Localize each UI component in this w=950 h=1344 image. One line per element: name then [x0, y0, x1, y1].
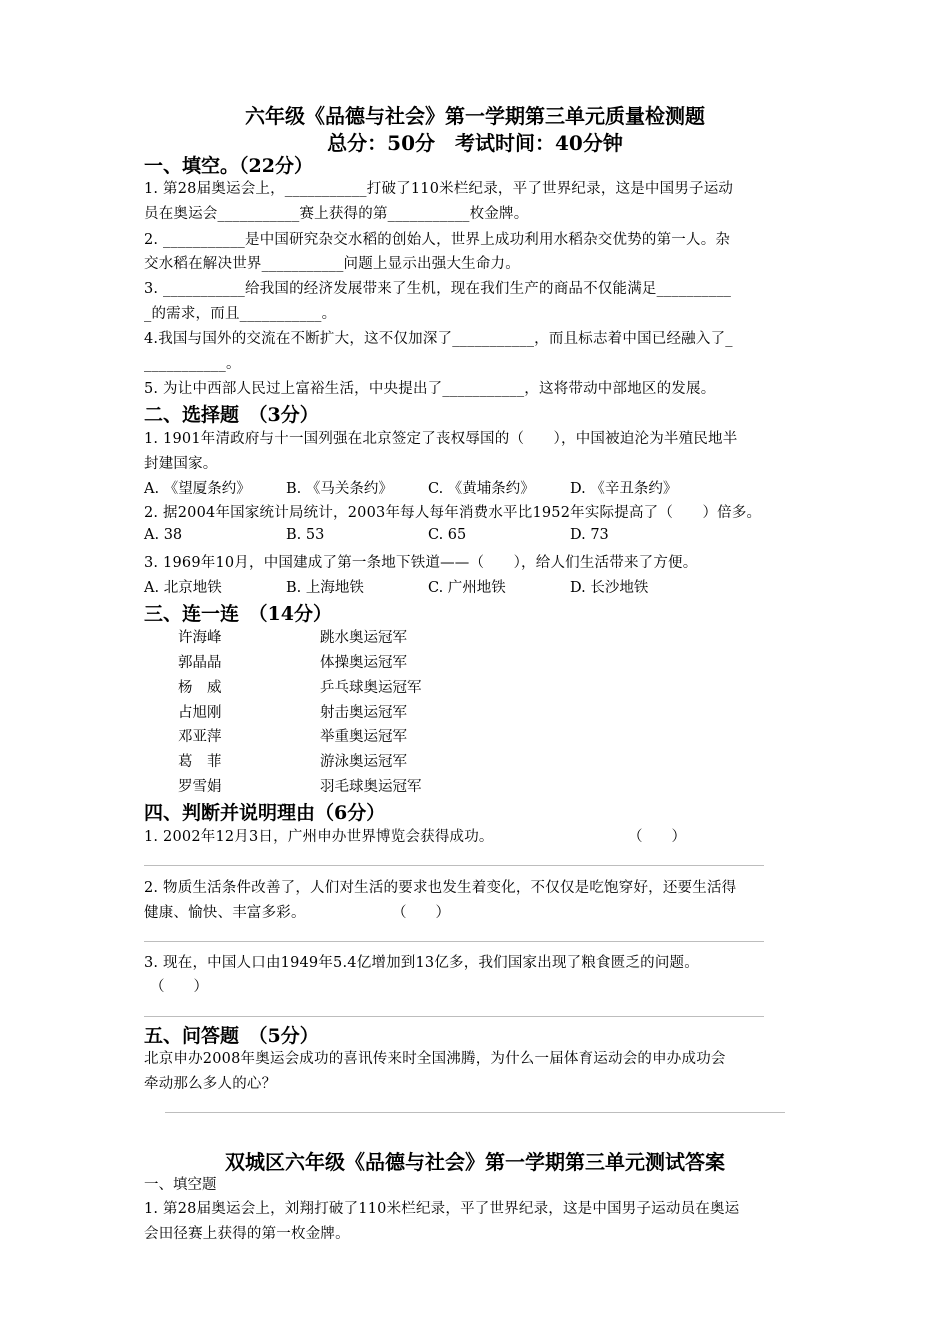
answer-line — [144, 1016, 764, 1017]
answer-paren: （ ） — [392, 905, 450, 921]
event-name: 跳水奥运冠军 — [320, 630, 407, 646]
athlete-name: 郭晶晶 — [178, 655, 222, 671]
event-name: 体操奥运冠军 — [320, 655, 407, 671]
section-heading-choice: 二、选择题 （3分） — [144, 404, 319, 426]
answer-line-text: 1. 第28届奥运会上，刘翔打破了110米栏纪录，平了世界纪录，这是中国男子运动员在奥运 — [144, 1201, 740, 1217]
fill-line: 2. ___________是中国研究杂交水稻的创始人，世界上成功利用水稻杂交优势的第一人。杂 — [144, 232, 731, 248]
fill-line: 员在奥运会___________赛上获得的第___________枚金牌。 — [144, 206, 529, 222]
choice-option: A. 北京地铁 — [144, 580, 222, 596]
answer-line — [165, 1112, 785, 1113]
choice-option: B. 《马关条约》 — [286, 481, 393, 497]
answers-subheading: 一、填空题 — [144, 1177, 217, 1193]
section-heading-qa: 五、问答题 （5分） — [144, 1025, 319, 1047]
choice-q2: 2. 据2004年国家统计局统计，2003年每人每年消费水平比1952年实际提高了（ ）倍多。 — [144, 505, 762, 521]
athlete-name: 罗雪娟 — [178, 779, 222, 795]
athlete-name: 占旭刚 — [178, 705, 222, 721]
qa-question: 北京申办2008年奥运会成功的喜讯传来时全国沸腾，为什么一届体育运动会的申办成功会 — [144, 1051, 726, 1067]
athlete-name: 杨 威 — [178, 680, 222, 696]
event-name: 射击奥运冠军 — [320, 705, 407, 721]
judge-q1: 1. 2002年12月3日，广州申办世界博览会获得成功。 — [144, 829, 494, 845]
answer-paren: （ ） — [150, 979, 208, 995]
event-name: 举重奥运冠军 — [320, 729, 407, 745]
judge-q3: 3. 现在，中国人口由1949年5.4亿增加到13亿多，我们国家出现了粮食匮乏的问题。 — [144, 955, 699, 971]
fill-line: 4.我国与国外的交流在不断扩大，这不仅加深了___________，而且标志着中国已经融入了_ — [144, 331, 733, 347]
choice-option: A. 《望厦条约》 — [144, 481, 251, 497]
judge-q2-cont: 健康、愉快、丰富多彩。 — [144, 905, 306, 921]
event-name: 游泳奥运冠军 — [320, 754, 407, 770]
choice-q3: 3. 1969年10月，中国建成了第一条地下铁道——（ ），给人们生活带来了方便。 — [144, 555, 698, 571]
fill-line: ___________。 — [144, 356, 241, 372]
answer-line — [144, 865, 764, 866]
section-heading-match: 三、连一连 （14分） — [144, 603, 332, 625]
fill-line: 5. 为让中西部人民过上富裕生活，中央提出了___________，这将带动中部地区的发展。 — [144, 381, 716, 397]
exam-title: 六年级《品德与社会》第一学期第三单元质量检测题 — [245, 104, 705, 128]
section-heading-fill: 一、填空。（22分） — [144, 155, 313, 177]
event-name: 乒乓球奥运冠军 — [320, 680, 422, 696]
qa-question-cont: 牵动那么多人的心？ — [144, 1076, 277, 1092]
choice-option: D. 《辛丑条约》 — [570, 481, 678, 497]
fill-line: 交水稻在解决世界___________问题上显示出强大生命力。 — [144, 256, 520, 272]
athlete-name: 许海峰 — [178, 630, 222, 646]
fill-line: _的需求，而且___________。 — [144, 306, 337, 322]
choice-option: A. 38 — [144, 527, 183, 543]
exam-subtitle: 总分：50分 考试时间：40分钟 — [327, 131, 623, 155]
athlete-name: 葛 菲 — [178, 754, 222, 770]
choice-q1-cont: 封建国家。 — [144, 456, 218, 472]
choice-option: D. 长沙地铁 — [570, 580, 649, 596]
choice-option: C. 65 — [428, 527, 467, 543]
choice-option: C. 广州地铁 — [428, 580, 506, 596]
answer-line-text: 会田径赛上获得的第一枚金牌。 — [144, 1226, 350, 1242]
answer-line — [144, 941, 764, 942]
answer-paren: （ ） — [628, 829, 686, 845]
judge-q2: 2. 物质生活条件改善了，人们对生活的要求也发生着变化，不仅仅是吃饱穿好，还要生活得 — [144, 880, 737, 896]
choice-option: C. 《黄埔条约》 — [428, 481, 535, 497]
fill-line: 3. ___________给我国的经济发展带来了生机，现在我们生产的商品不仅能满足__________ — [144, 281, 732, 297]
choice-option: D. 73 — [570, 527, 609, 543]
athlete-name: 邓亚萍 — [178, 729, 222, 745]
choice-q1: 1. 1901年清政府与十一国列强在北京签定了丧权辱国的（ ），中国被迫沦为半殖民地半 — [144, 431, 738, 447]
answers-title: 双城区六年级《品德与社会》第一学期第三单元测试答案 — [225, 1150, 725, 1174]
fill-line: 1. 第28届奥运会上，___________打破了110米栏纪录，平了世界纪录，这是中国男子运动 — [144, 181, 734, 197]
choice-option: B. 上海地铁 — [286, 580, 364, 596]
event-name: 羽毛球奥运冠军 — [320, 779, 422, 795]
section-heading-judge: 四、判断并说明理由（6分） — [144, 802, 386, 824]
choice-option: B. 53 — [286, 527, 325, 543]
